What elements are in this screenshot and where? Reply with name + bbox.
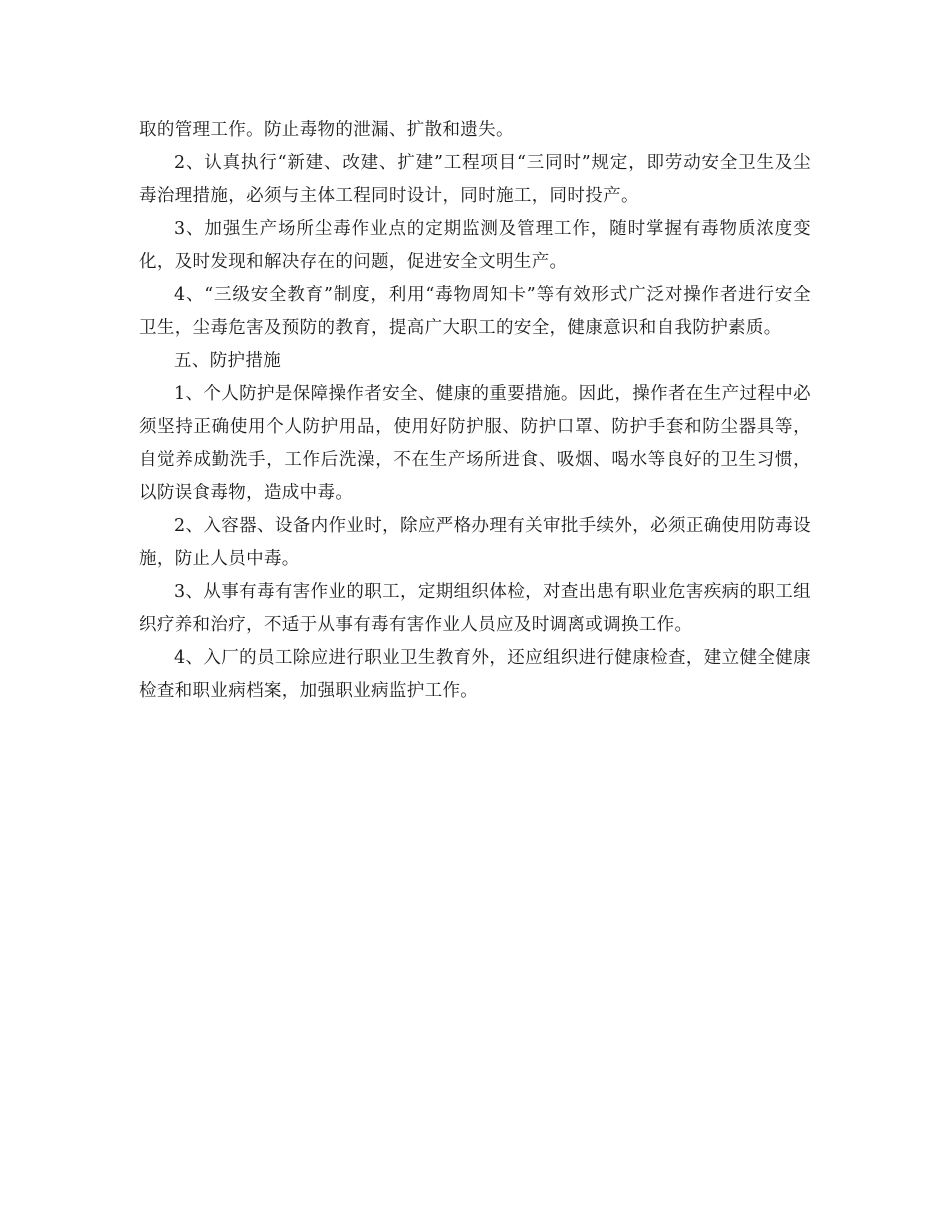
paragraph-item-3-monitoring: 3、加强生产场所尘毒作业点的定期监测及管理工作，随时掌握有毒物质浓度变化，及时发现和解决存在的问题，促进安全文明生产。: [139, 219, 811, 272]
paragraph-item-2-confined-space: 2、入容器、设备内作业时，除应严格办理有关审批手续外，必须正确使用防毒设施，防止人员中毒。: [139, 516, 811, 569]
paragraph-item-2-three-simultaneous: 2、认真执行“新建、改建、扩建”工程项目“三同时”规定，即劳动安全卫生及尘毒治理措施，必须与主体工程同时设计，同时施工，同时投产。: [139, 153, 811, 206]
paragraph-continuation: 取的管理工作。防止毒物的泄漏、扩散和遗失。: [139, 120, 514, 140]
paragraph-item-3-health-checkup: 3、从事有毒有害作业的职工，定期组织体检，对查出患有职业危害疾病的职工组织疗养和治疗，不适于从事有毒有害作业人员应及时调离或调换工作。: [139, 582, 811, 635]
paragraph-item-1-personal-protection: 1、个人防护是保障操作者安全、健康的重要措施。因此，操作者在生产过程中必须坚持正确使用个人防护用品，使用好防护服、防护口罩、防护手套和防尘器具等，自觉养成勤洗手，工作后洗澡，不在生产场所进食、吸烟、喝水等良好的卫生习惯，以防误食毒物，造成中毒。: [139, 384, 811, 503]
section-heading-protective-measures: 五、防护措施: [174, 351, 282, 371]
document-body: [139, 114, 811, 708]
paragraph-item-4-safety-education: 4、“三级安全教育”制度，利用“毒物周知卡”等有效形式广泛对操作者进行安全卫生，尘毒危害及预防的教育，提高广大职工的安全，健康意识和自我防护素质。: [139, 285, 811, 338]
paragraph-item-4-new-employee: 4、入厂的员工除应进行职业卫生教育外，还应组织进行健康检查，建立健全健康检查和职业病档案，加强职业病监护工作。: [139, 648, 811, 701]
